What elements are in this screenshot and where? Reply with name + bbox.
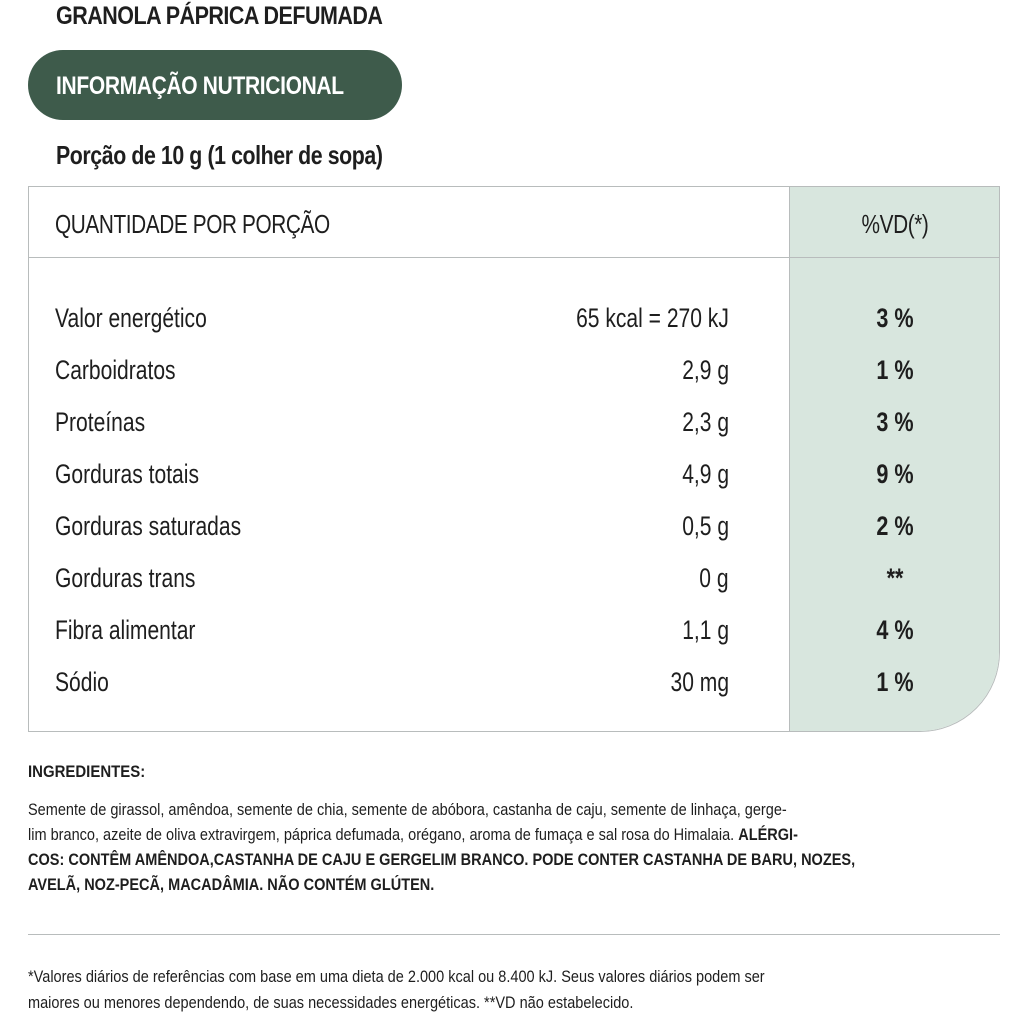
nutrient-amount: 0 g bbox=[699, 563, 729, 593]
nutrient-amount: 65 kcal = 270 kJ bbox=[576, 303, 729, 333]
nutrient-amount: 1,1 g bbox=[682, 615, 729, 645]
nutrient-daily-value: 3 % bbox=[876, 303, 914, 333]
nutrient-daily-value: ** bbox=[886, 563, 904, 593]
nutrient-daily-value: 1 % bbox=[876, 667, 914, 697]
ingredients-line-text: lim branco, azeite de oliva extravirgem, páprica defumada, orégano, aroma de fumaça e sal rosa do Himalaia. bbox=[28, 826, 735, 844]
ingredients-text bbox=[28, 798, 978, 898]
footnote-line: *Valores diários de referências com base em uma dieta de 2.000 kcal ou 8.400 kJ. Seus valores diários podem ser bbox=[28, 968, 765, 986]
allergens-line bbox=[28, 873, 978, 898]
nutrient-daily-value: 3 % bbox=[876, 407, 914, 437]
nutrient-name: Gorduras trans bbox=[55, 563, 196, 593]
allergens-line bbox=[28, 848, 978, 873]
nutrient-daily-value: 4 % bbox=[876, 615, 914, 645]
section-divider bbox=[28, 934, 1000, 935]
nutrient-amount: 4,9 g bbox=[682, 459, 729, 489]
nutrient-amount: 2,9 g bbox=[682, 355, 729, 385]
nutrient-daily-value: 9 % bbox=[876, 459, 914, 489]
footnote-line: maiores ou menores dependendo, de suas necessidades energéticas. **VD não estabelecido. bbox=[28, 994, 634, 1012]
ingredients-title: INGREDIENTES: bbox=[28, 762, 146, 781]
table-row bbox=[29, 551, 999, 603]
table-row bbox=[29, 395, 999, 447]
allergens-text: COS: CONTÊM AMÊNDOA,CASTANHA DE CAJU E GERGELIM BRANCO. PODE CONTER CASTANHA DE BARU, NOZES, bbox=[28, 851, 856, 869]
nutrient-name: Carboidratos bbox=[55, 355, 176, 385]
nutrient-amount: 2,3 g bbox=[682, 407, 729, 437]
nutrient-name: Sódio bbox=[55, 667, 109, 697]
table-row bbox=[29, 655, 999, 707]
allergens-text: AVELÃ, NOZ-PECÃ, MACADÂMIA. NÃO CONTÉM GLÚTEN. bbox=[28, 876, 435, 894]
table-header-divider bbox=[29, 257, 999, 258]
table-row bbox=[29, 291, 999, 343]
table-header-daily-value: %VD(*) bbox=[861, 209, 929, 239]
nutrient-amount: 30 mg bbox=[670, 667, 729, 697]
nutrition-info-label: INFORMAÇÃO NUTRICIONAL bbox=[56, 72, 344, 100]
nutrient-name: Gorduras totais bbox=[55, 459, 199, 489]
nutrient-name: Fibra alimentar bbox=[55, 615, 196, 645]
nutrient-daily-value: 2 % bbox=[876, 511, 914, 541]
nutrition-table bbox=[28, 186, 1000, 732]
nutrition-info-badge bbox=[28, 50, 402, 120]
ingredients-line bbox=[28, 823, 978, 848]
nutrient-name: Gorduras saturadas bbox=[55, 511, 242, 541]
table-row bbox=[29, 499, 999, 551]
ingredients-line: Semente de girassol, amêndoa, semente de chia, semente de abóbora, castanha de caju, semente de linhaça, gerge- bbox=[28, 801, 787, 819]
nutrient-name: Proteínas bbox=[55, 407, 146, 437]
table-row bbox=[29, 343, 999, 395]
footnote bbox=[28, 964, 978, 1016]
product-title: GRANOLA PÁPRICA DEFUMADA bbox=[56, 2, 383, 30]
serving-size: Porção de 10 g (1 colher de sopa) bbox=[56, 140, 383, 170]
nutrient-daily-value: 1 % bbox=[876, 355, 914, 385]
table-header-quantity: QUANTIDADE POR PORÇÃO bbox=[55, 209, 330, 239]
nutrient-name: Valor energético bbox=[55, 303, 207, 333]
table-row bbox=[29, 603, 999, 655]
nutrient-amount: 0,5 g bbox=[682, 511, 729, 541]
allergens-text: ALÉRGI- bbox=[738, 826, 798, 844]
table-row bbox=[29, 447, 999, 499]
